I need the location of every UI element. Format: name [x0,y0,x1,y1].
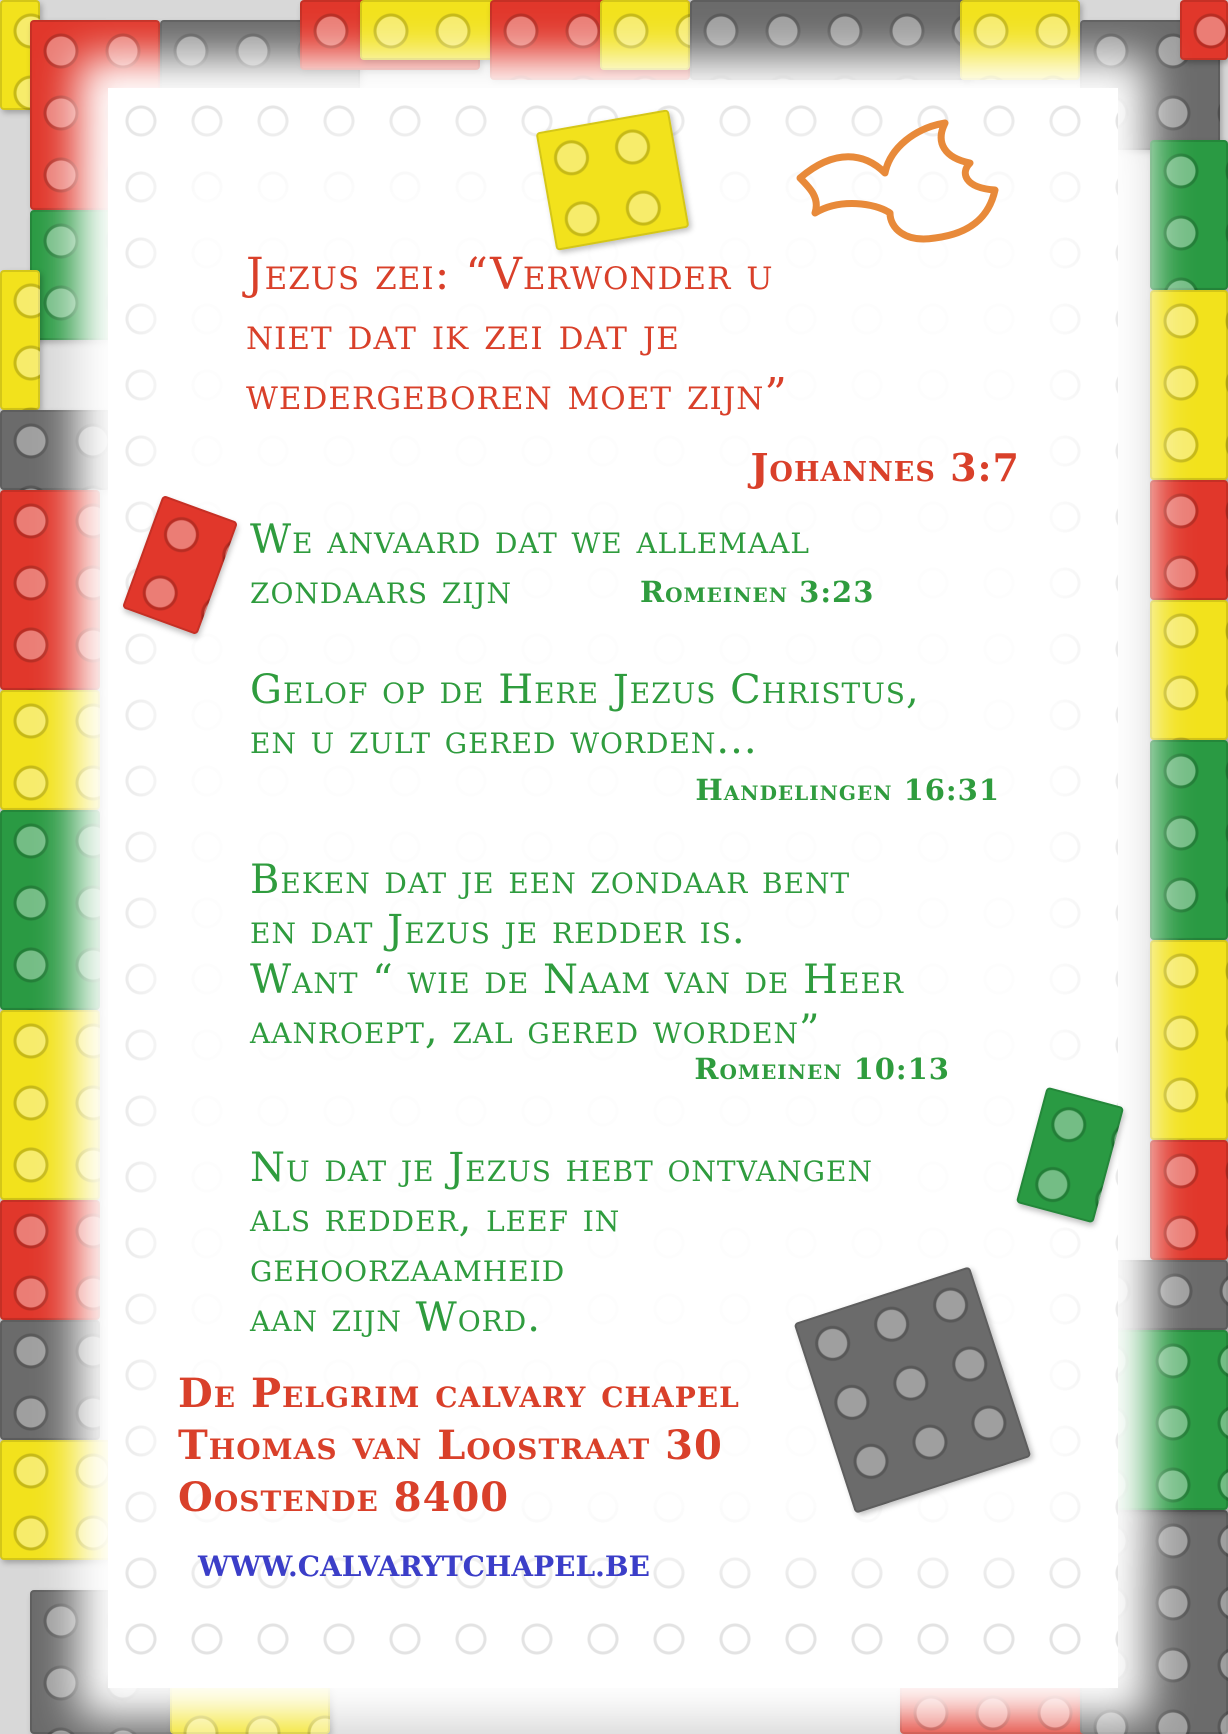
message-2-reference: Handelingen 16:31 [695,773,1000,807]
message-line: aan zijn Word. [250,1295,541,1341]
message-2 [250,665,1050,765]
street-address: Thomas van Loostraat 30 [178,1422,723,1469]
message-line: aanroept, zal gered worden” [250,1007,821,1053]
headline-line: niet dat ik zei dat je [246,309,680,360]
message-1-reference: Romeinen 3:23 [640,575,875,609]
message-3-reference: Romeinen 10:13 [694,1052,950,1086]
message-4 [250,1143,1050,1343]
message-line: gehoorzaamheid [250,1245,566,1291]
church-name: De Pelgrim calvary chapel [178,1370,740,1417]
message-line: als redder, leef in [250,1195,621,1241]
message-line: We anvaard dat we allemaal [250,517,811,563]
headline [246,245,1046,425]
message-line: Want “ wie de Naam van de Heer [250,957,905,1003]
message-line: Beken dat je een zondaar bent [250,857,851,903]
website-link[interactable]: WWW.CALVARYTCHAPEL.BE [198,1550,650,1583]
message-line: Nu dat je Jezus hebt ontvangen [250,1145,873,1191]
loose-brick-yellow [536,109,690,251]
headline-line: wedergeboren moet zijn” [246,369,788,420]
message-line: zondaars zijn [250,567,513,613]
headline-reference: Johannes 3:7 [750,445,1020,490]
message-line: en dat Jezus je redder is. [250,907,746,953]
dove-icon [795,118,1015,248]
city-address: Oostende 8400 [178,1474,510,1521]
message-line: en u zult gered worden... [250,717,758,763]
message-line: Gelof op de Here Jezus Christus, [250,667,920,713]
headline-line: Jezus zei: “Verwonder u [246,249,774,300]
message-3 [250,855,1050,1055]
